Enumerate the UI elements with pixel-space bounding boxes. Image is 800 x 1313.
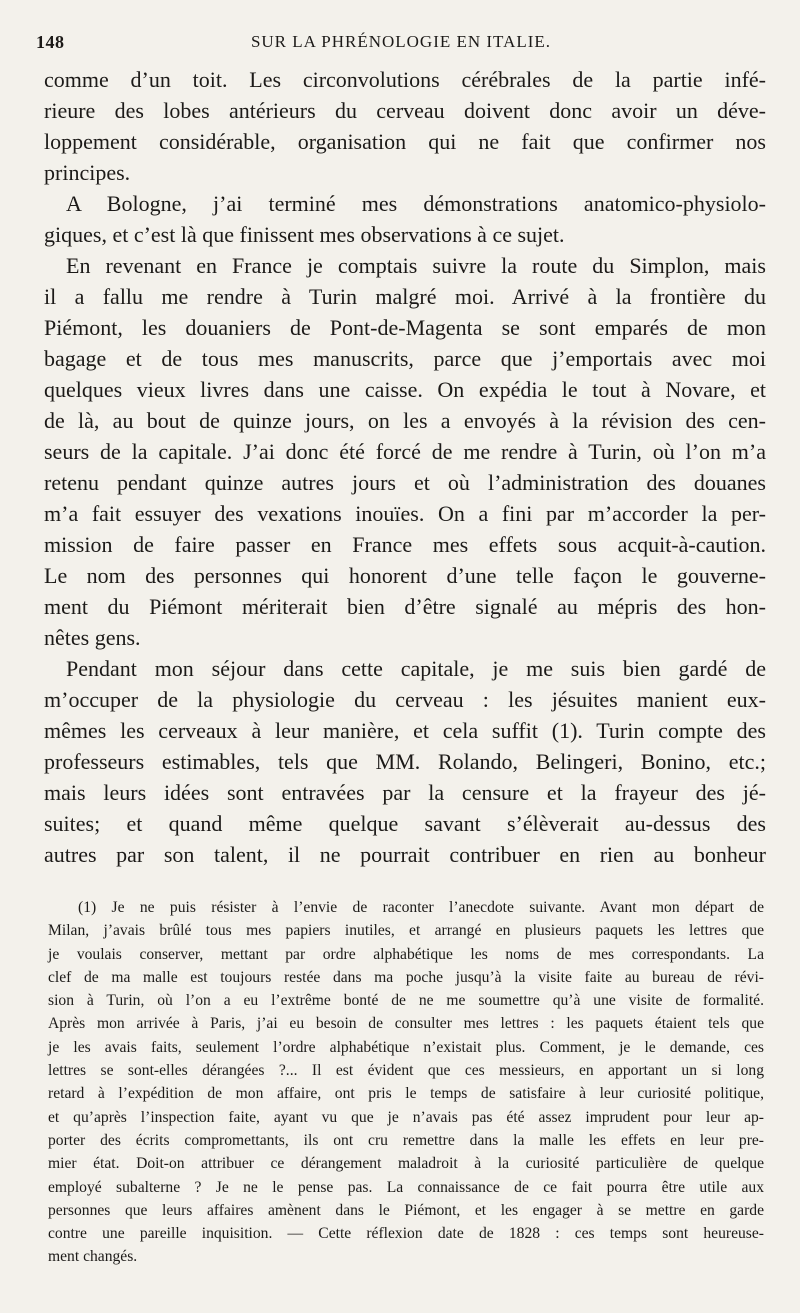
body-line: retenu pendant quinze autres jours et où l’administration des douanes [44, 470, 766, 495]
body-line: En revenant en France je comptais suivre la route du Simplon, mais [66, 253, 766, 278]
body-line: A Bologne, j’ai terminé mes démonstrations anatomico-physiolo- [66, 191, 766, 216]
body-line: il a fallu me rendre à Turin malgré moi. Arrivé à la frontière du [44, 284, 766, 309]
body-line: principes. [44, 160, 131, 185]
body-line: autres par son talent, il ne pourrait contribuer en rien au bonheur [44, 842, 766, 867]
body-line: Pendant mon séjour dans cette capitale, je me suis bien gardé de [66, 656, 766, 681]
body-line: Le nom des personnes qui honorent d’une telle façon le gouverne- [44, 563, 766, 588]
body-line: seurs de la capitale. J’ai donc été forcé de me rendre à Turin, où l’on m’a [44, 439, 766, 464]
footnote-line: lettres se sont-elles dérangées ?... Il est évident que ces messieurs, en apportant un si long [48, 1062, 764, 1080]
body-line: m’occuper de la physiologie du cerveau : les jésuites manient eux- [44, 687, 766, 712]
footnote-line: retard à l’expédition de mon affaire, ont pris le temps de satisfaire à leur curiosité politique, [48, 1085, 764, 1103]
footnote-line: je les avais faits, seulement l’ordre alphabétique n’existait plus. Comment, je le demande, ces [48, 1038, 764, 1056]
footnote-line: ment changés. [48, 1248, 138, 1266]
body-line: giques, et c’est là que finissent mes observations à ce sujet. [44, 222, 565, 247]
body-line: comme d’un toit. Les circonvolutions cérébrales de la partie infé- [44, 67, 766, 92]
body-line: rieure des lobes antérieurs du cerveau doivent donc avoir un déve- [44, 98, 766, 123]
body-text [44, 64, 766, 870]
body-line: bagage et de tous mes manuscrits, parce que j’emportais avec moi [44, 346, 766, 371]
body-line: de là, au bout de quinze jours, on les a envoyés à la révision des cen- [44, 408, 766, 433]
footnote-line: employé subalterne ? Je ne le pense pas. La connaissance de ce fait pourra être utile aux [48, 1178, 764, 1196]
footnote-line: clef de ma malle est toujours restée dans ma poche jusqu’à la visite faite au bureau de révi- [48, 968, 764, 986]
footnote-line: contre une pareille inquisition. — Cette réflexion date de 1828 : ces temps sont heureuse- [48, 1225, 764, 1243]
body-line: loppement considérable, organisation qui ne fait que confirmer nos [44, 129, 766, 154]
body-line: suites; et quand même quelque savant s’élèverait au-dessus des [44, 811, 766, 836]
footnote-line: porter des écrits compromettants, ils ont cru remettre dans la malle les effets en leur pre- [48, 1131, 764, 1149]
body-line: professeurs estimables, tels que MM. Rolando, Belingeri, Bonino, etc.; [44, 749, 766, 774]
body-line: mission de faire passer en France mes effets sous acquit-à-caution. [44, 532, 766, 557]
footnote-line: (1) Je ne puis résister à l’envie de raconter l’anecdote suivante. Avant mon départ de [78, 899, 764, 916]
footnote-line: je voulais conserver, mettant par ordre alphabétique les noms de mes correspondants. La [48, 945, 764, 963]
body-line: nêtes gens. [44, 625, 141, 650]
body-line: mêmes les cerveaux à leur manière, et cela suffit (1). Turin compte des [44, 718, 766, 743]
footnote-line: Milan, j’avais brûlé tous mes papiers inutiles, et arrangé en plusieurs paquets les lettres que [48, 922, 764, 940]
body-line: mais leurs idées sont entravées par la censure et la frayeur des jé- [44, 780, 766, 805]
footnote-line: Après mon arrivée à Paris, j’ai eu besoin de consulter mes lettres : les paquets étaient tels que [48, 1015, 764, 1033]
footnote-line: et qu’après l’inspection faite, ayant vu que je n’avais pas été assez imprudent pour leur ap- [48, 1108, 764, 1126]
body-line: ment du Piémont mériterait bien d’être signalé au mépris des hon- [44, 594, 766, 619]
body-line: m’a fait essuyer des vexations inouïes. On a fini par m’accorder la per- [44, 501, 766, 526]
footnote-line: sion à Turin, où l’on a eu l’extrême bonté de ne me soumettre qu’à une visite de formalité. [48, 992, 764, 1010]
footnote-line: mier état. Doit-on attribuer ce dérangement maladroit à la curiosité particulière de quelque [48, 1155, 764, 1173]
running-head: SUR LA PHRÉNOLOGIE EN ITALIE. [250, 32, 552, 51]
body-line: quelques vieux livres dans une caisse. On expédia le tout à Novare, et [44, 377, 766, 402]
footnote [48, 896, 764, 1269]
page-number: 148 [36, 32, 65, 52]
page-header [36, 30, 766, 60]
footnote-line: personnes que leurs affaires amènent dans le Piémont, et les engager à se mettre en garde [48, 1201, 764, 1219]
body-line: Piémont, les douaniers de Pont-de-Magenta se sont emparés de mon [44, 315, 766, 340]
